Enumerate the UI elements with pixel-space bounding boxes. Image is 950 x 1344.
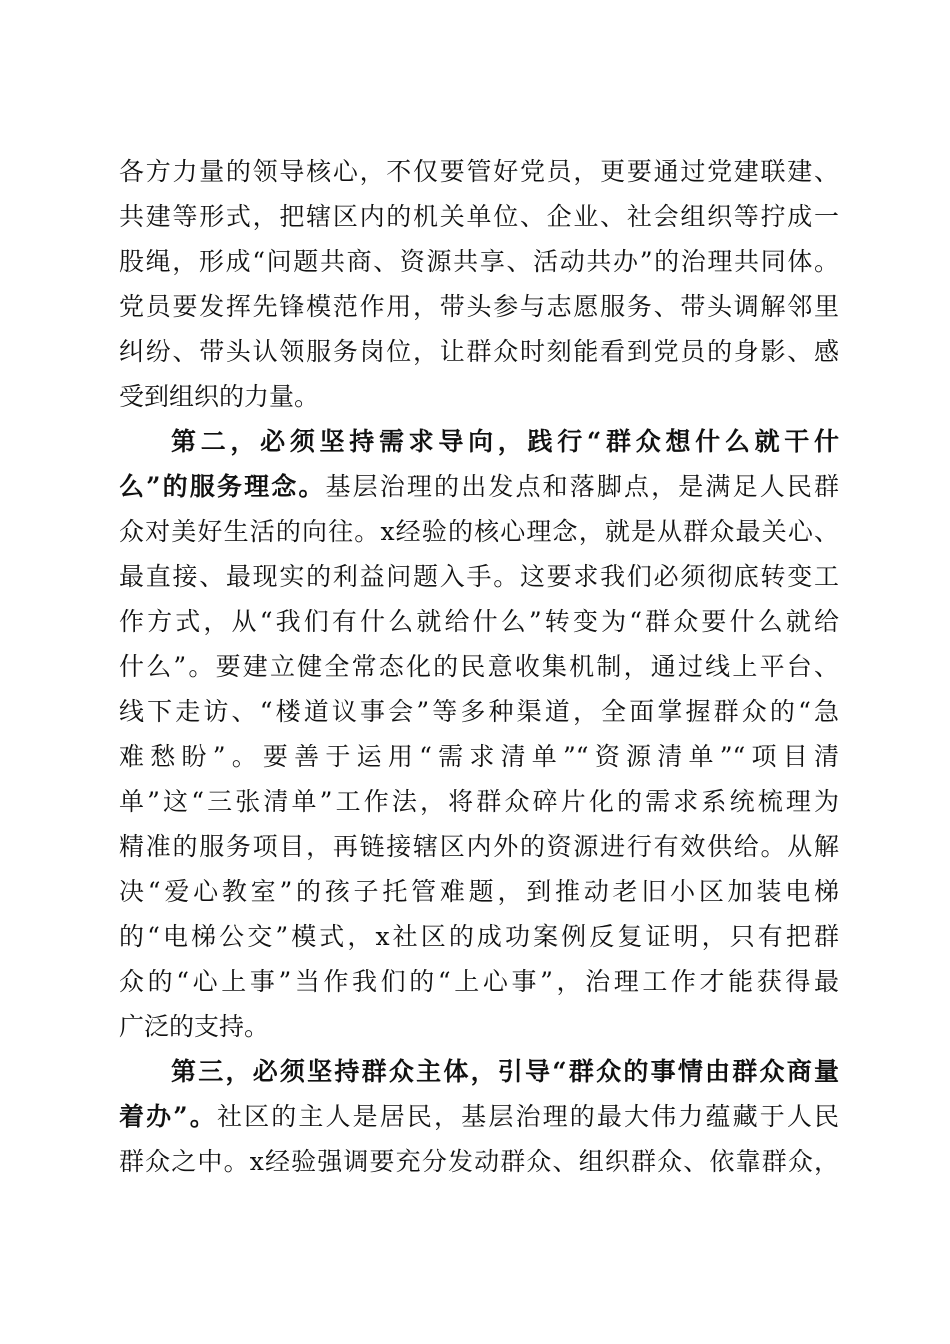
paragraph-3-heading: 第三，必须坚持群众主体，引导“群众的事情由群众商量 [171,1057,839,1086]
paragraph-2-line-6: 什么”。要建立健全常态化的民意收集机制，通过线上平台、 [119,652,839,681]
paragraph-2-line-13: 众的“心上事”当作我们的“上心事”，治理工作才能获得最 [119,967,839,996]
paragraph-2-line-11: 决“爱心教室”的孩子托管难题，到推动老旧小区加装电梯 [119,877,839,906]
paragraph-1-line-5: 纠纷、带头认领服务岗位，让群众时刻能看到党员的身影、感 [119,337,839,366]
paragraph-2-line-4: 最直接、最现实的利益问题入手。这要求我们必须彻底转变工 [119,562,839,591]
paragraph-1-line-6: 受到组织的力量。 [119,382,320,411]
paragraph-2-line-7: 线下走访、“楼道议事会”等多种渠道，全面掌握群众的“急 [119,697,839,726]
paragraph-1-line-3: 股绳，形成“问题共商、资源共享、活动共办”的治理共同体。 [119,247,839,276]
paragraph-3-heading-end: 着办”。 [119,1102,217,1131]
paragraph-2-line-8: 难愁盼”。要善于运用“需求清单”“资源清单”“项目清 [119,742,839,771]
paragraph-2-line-9: 单”这“三张清单”工作法，将群众碎片化的需求系统梳理为 [119,787,839,816]
paragraph-2-line-14: 广泛的支持。 [119,1012,270,1041]
paragraph-2-line-10: 精准的服务项目，再链接辖区内外的资源进行有效供给。从解 [119,832,839,861]
paragraph-2-line-12: 的“电梯公交”模式，x社区的成功案例反复证明，只有把群 [119,922,839,951]
paragraph-2-line-5: 作方式，从“我们有什么就给什么”转变为“群众要什么就给 [119,607,839,636]
paragraph-2-heading-end: 么”的服务理念。 [119,472,326,501]
paragraph-3-line-2-text: 社区的主人是居民，基层治理的最大伟力蕴藏于人民 [216,1102,839,1131]
paragraph-1-line-4: 党员要发挥先锋模范作用，带头参与志愿服务、带头调解邻里 [119,292,839,321]
paragraph-1-line-1: 各方力量的领导核心，不仅要管好党员，更要通过党建联建、 [119,157,839,186]
paragraph-2-line-3: 众对美好生活的向往。x经验的核心理念，就是从群众最关心、 [119,517,839,546]
paragraph-2-heading: 第二，必须坚持需求导向，践行“群众想什么就干什 [171,427,839,456]
paragraph-2-line-2-text: 基层治理的出发点和落脚点，是满足人民群 [325,472,839,501]
paragraph-3-line-3: 群众之中。x经验强调要充分发动群众、组织群众、依靠群众， [119,1147,839,1176]
paragraph-2-line-2 [119,465,839,509]
paragraph-3-line-2 [119,1095,839,1139]
paragraph-1-line-2: 共建等形式，把辖区内的机关单位、企业、社会组织等拧成一 [119,202,839,231]
